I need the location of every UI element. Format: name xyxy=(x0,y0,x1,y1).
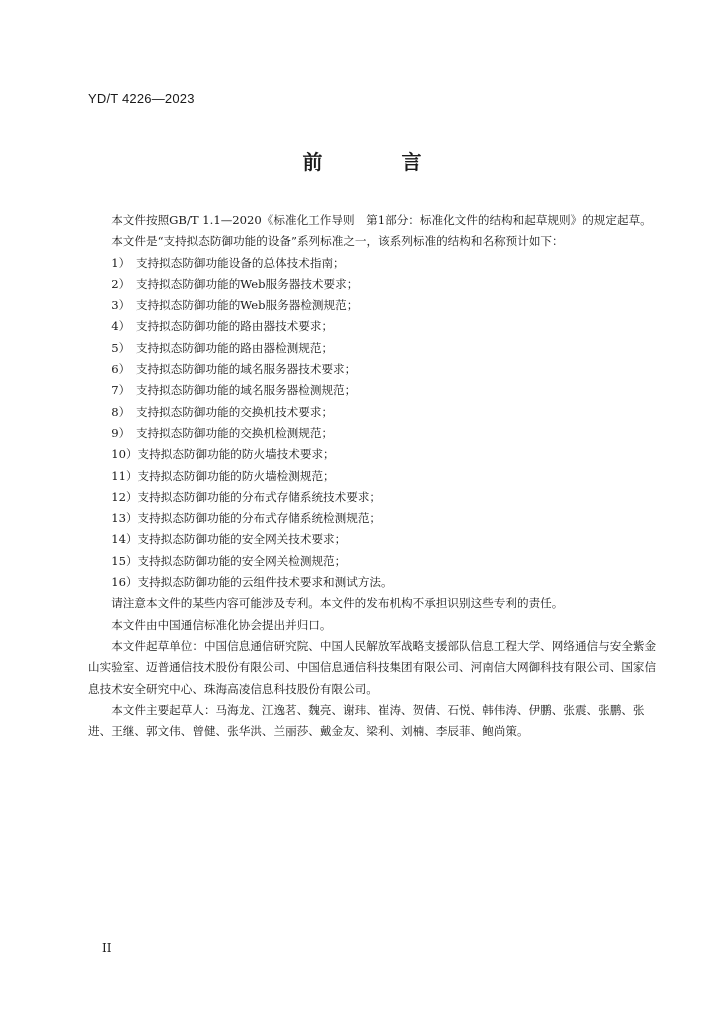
drafters-paragraph: 本文件主要起草人：马海龙、江逸茗、魏亮、谢玮、崔涛、贺倩、石悦、韩伟涛、伊鹏、张震、张鹏、张进、王继、郭文伟、曾健、张华洪、兰丽莎、戴金友、梁利、刘楠、李辰菲、鲍尚策。 xyxy=(88,702,645,739)
list-item: 16）支持拟态防御功能的云组件技术要求和测试方法。 xyxy=(111,575,393,590)
list-item: 2） 支持拟态防御功能的Web服务器技术要求； xyxy=(111,276,359,291)
list-item: 6） 支持拟态防御功能的域名服务器技术要求； xyxy=(111,362,357,377)
list-item: 15）支持拟态防御功能的安全网关检测规范； xyxy=(111,553,347,568)
list-item: 13）支持拟态防御功能的分布式存储系统检测规范； xyxy=(111,511,382,526)
list-item: 7） 支持拟态防御功能的域名服务器检测规范； xyxy=(111,383,357,398)
list-item: 4） 支持拟态防御功能的路由器技术要求； xyxy=(111,319,334,334)
list-item: 12）支持拟态防御功能的分布式存储系统技术要求； xyxy=(111,489,382,504)
paragraph: 本文件是“支持拟态防御功能的设备”系列标准之一，该系列标准的结构和名称预计如下： xyxy=(111,234,564,249)
patent-notice: 请注意本文件的某些内容可能涉及专利。本文件的发布机构不承担识别这些专利的责任。 xyxy=(111,596,564,611)
list-item: 5） 支持拟态防御功能的路由器检测规范； xyxy=(111,340,334,355)
drafting-units-paragraph: 本文件起草单位：中国信息通信研究院、中国人民解放军战略支援部队信息工程大学、网络通信与安全紫金山实验室、迈普通信技术股份有限公司、中国信息通信科技集团有限公司、河南信大网御科技有限公司、国家信息技术安全研究中心、珠海高凌信息科技股份有限公司。 xyxy=(88,638,657,696)
list-item: 14）支持拟态防御功能的安全网关技术要求； xyxy=(111,532,347,547)
document-id: YD/T 4226—2023 xyxy=(88,91,195,106)
proposer-paragraph: 本文件由中国通信标准化协会提出并归口。 xyxy=(111,617,332,632)
list-item: 10）支持拟态防御功能的防火墙技术要求； xyxy=(111,447,335,462)
list-item: 11）支持拟态防御功能的防火墙检测规范； xyxy=(111,468,335,483)
list-item: 9） 支持拟态防御功能的交换机检测规范； xyxy=(111,425,334,440)
page-number: II xyxy=(102,941,112,955)
list-item: 1） 支持拟态防御功能设备的总体技术指南； xyxy=(111,255,345,270)
list-item: 3） 支持拟态防御功能的Web服务器检测规范； xyxy=(111,298,359,313)
section-title: 前 言 xyxy=(302,150,446,174)
list-item: 8） 支持拟态防御功能的交换机技术要求； xyxy=(111,404,334,419)
paragraph: 本文件按照GB/T 1.1—2020《标准化工作导则 第1部分：标准化文件的结构和起草规则》的规定起草。 xyxy=(111,213,652,227)
document-body xyxy=(88,210,660,742)
